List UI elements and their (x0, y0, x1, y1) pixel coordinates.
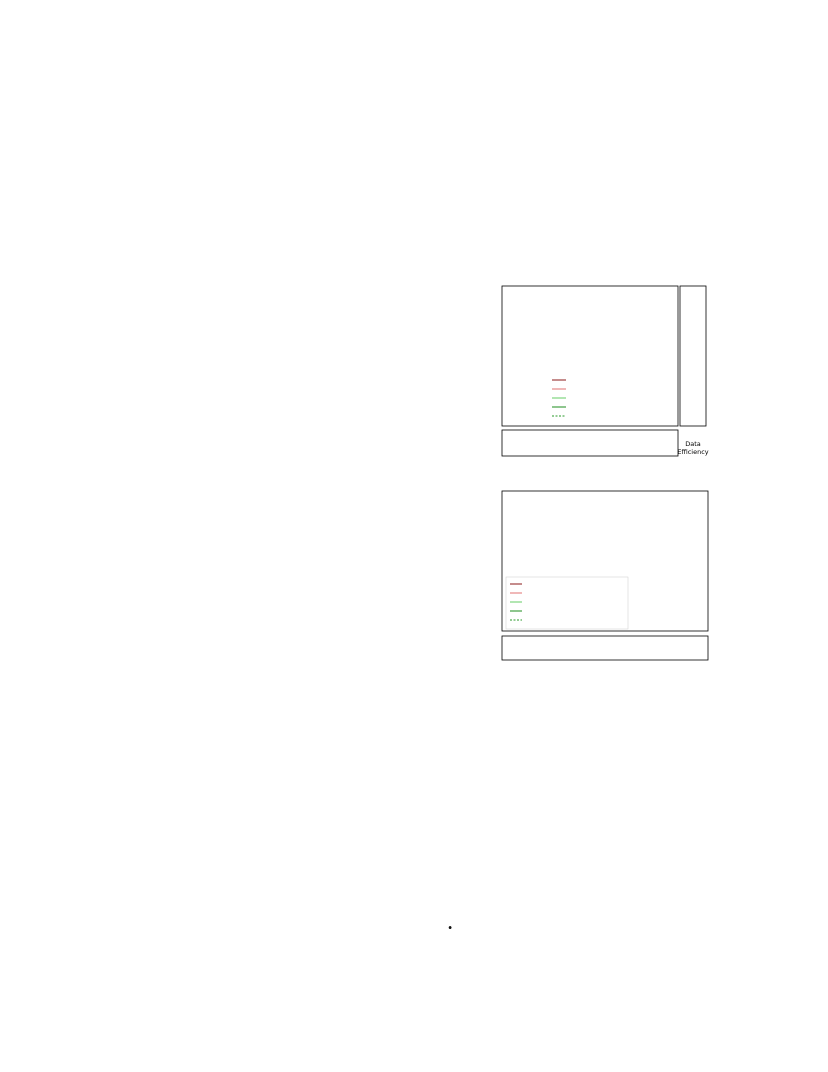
side-x-axis-label: Data Efficiency (677, 440, 709, 456)
bottom-ratio-frame (502, 636, 708, 660)
top-legend (552, 380, 566, 416)
top-ratio-frame (502, 430, 678, 456)
arxiv-side-stamp (20, 290, 60, 780)
figure-1 (462, 270, 726, 688)
top-side-frame (680, 286, 706, 426)
top-plot-frame (502, 286, 678, 426)
bullet-icon: • (448, 921, 453, 935)
bottom-legend (506, 577, 628, 629)
